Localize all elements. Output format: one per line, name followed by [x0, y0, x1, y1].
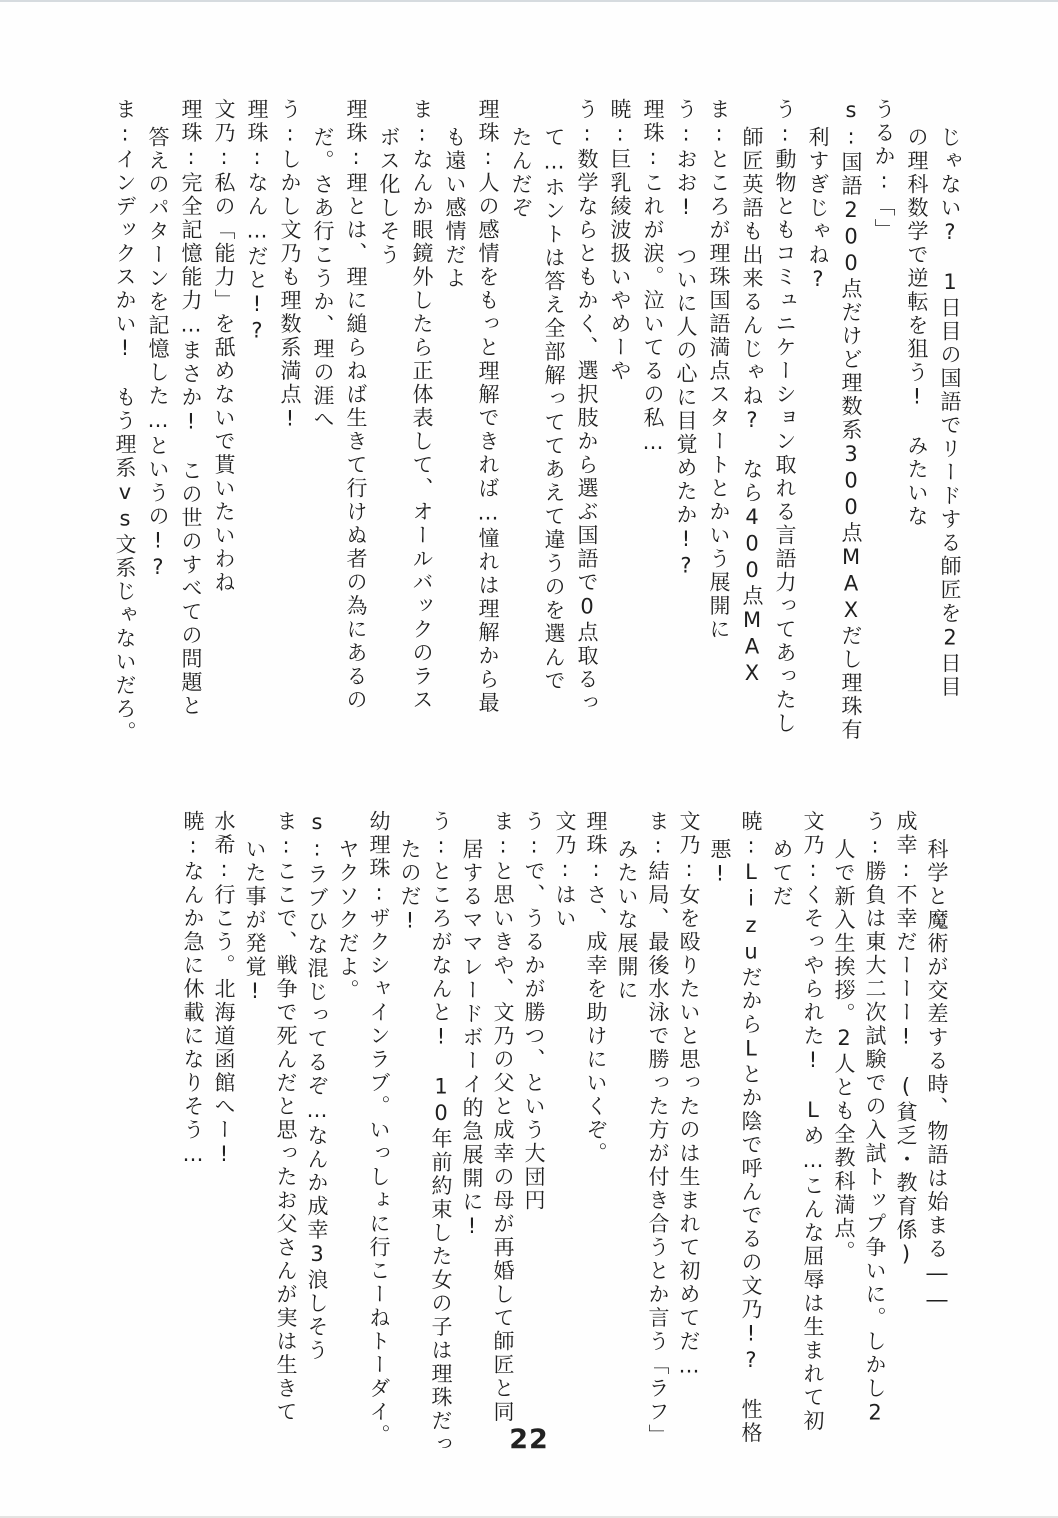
dialogue-line: 居するママレードボーイ的急展開に!: [460, 838, 484, 1241]
dialogue-line: う:勝負は東大二次試験での入試トップ争いに。しかし2: [863, 810, 887, 1427]
scan-edge-top: [0, 0, 1058, 2]
dialogue-line: 文乃:くそっやられた! Lめ…こんな屈辱は生まれて初: [801, 810, 825, 1433]
dialogue-line: 理珠:人の感情をもっと理解できれば…憧れは理解から最: [476, 98, 500, 715]
dialogue-line: 幼理珠:ザクシャインラブ。いっしょに行こーねトーダイ。: [367, 810, 391, 1448]
top-dialogue-block: [108, 98, 966, 745]
page-number: 22: [509, 1424, 549, 1455]
dialogue-line: じゃない? 1日目の国語でリードする師匠を2日目: [938, 126, 962, 699]
dialogue-line: 理珠:これが涙。泣いてるの私…: [641, 98, 665, 457]
dialogue-line: 科学と魔術が交差する時、物語は始まる――: [925, 838, 949, 1314]
dialogue-line: ま:ところが理珠国語満点スタートとかいう展開に: [707, 98, 731, 642]
dialogue-line: 理珠:なん…だと!?: [245, 98, 269, 345]
dialogue-line: ま:ここで、戦争で死んだと思ったお父さんが実は生きて: [274, 810, 298, 1424]
dialogue-line: 人で新入生挨拶。2人とも全教科満点。: [832, 838, 856, 1264]
dialogue-line: ま:なんか眼鏡外したら正体表して、オールバックのラス: [410, 98, 434, 712]
dialogue-line: の理科数学で逆転を狙う! みたいな: [905, 126, 929, 529]
dialogue-line: 理珠:理とは、理に縋らねば生きて行けぬ者の為にあるの: [344, 98, 368, 712]
dialogue-line: s:国語200点だけど理数系300点MAXだし理珠有: [839, 98, 863, 742]
dialogue-line: 理珠:さ、成幸を助けにいくぞ。: [584, 810, 608, 1166]
dialogue-line: 答えのパターンを記憶した…というの!?: [146, 126, 170, 582]
dialogue-line: たんだぞ: [509, 126, 533, 220]
dialogue-line: う:数学ならともかく、選択肢から選ぶ国語で0点取るっ: [575, 98, 599, 715]
dialogue-line: いた事が発覚!: [243, 838, 267, 1006]
dialogue-line: も遠い感情だよ: [443, 126, 467, 291]
dialogue-line: s:ラブひな混じってるぞ…なんか成幸3浪しそう: [305, 810, 329, 1363]
dialogue-line: う:動物ともコミュニケーション取れる言語力ってあったし: [773, 98, 797, 736]
dialogue-line: 暁:なんか急に休載になりそう…: [181, 810, 205, 1169]
dialogue-line: 成幸:不幸だーーー! (貧乏・教育係): [894, 810, 918, 1269]
dialogue-line: うるか:「」: [872, 98, 896, 242]
dialogue-line: て…ホントは答え全部解っててあえて違うのを選んで: [542, 126, 566, 693]
dialogue-line: めてだ: [770, 838, 794, 909]
dialogue-line: ヤクソクだよ。: [336, 838, 360, 1003]
dialogue-line: 暁:巨乳綾波扱いやめーや: [608, 98, 632, 383]
dialogue-line: 文乃:はい: [553, 810, 577, 931]
dialogue-line: ま:結局、最後水泳で勝った方が付き合うとか言う「ラフ」: [646, 810, 670, 1448]
dialogue-line: う:ところがなんと! 10年前約束した女の子は理珠だっ: [429, 810, 453, 1457]
dialogue-line: ま:と思いきや、文乃の父と成幸の母が再婚して師匠と同: [491, 810, 515, 1424]
dialogue-line: だ。さあ行こうか、理の涯へ: [311, 126, 335, 432]
dialogue-line: みたいな展開に: [615, 838, 639, 1003]
dialogue-line: ま:インデックスかい! もう理系vs文系じゃないだろ。: [113, 98, 137, 745]
dialogue-line: 利すぎじゃね?: [806, 126, 830, 294]
dialogue-line: 師匠英語も出来るんじゃね? なら400点MAX: [740, 126, 764, 688]
dialogue-line: 理珠:完全記憶能力…まさか! この世のすべての問題と: [179, 98, 203, 718]
dialogue-line: 文乃:女を殴りたいと思ったのは生まれて初めてだ…: [677, 810, 701, 1380]
dialogue-line: う:しかし文乃も理数系満点!: [278, 98, 302, 433]
dialogue-line: う:おお! ついに人の心に目覚めたか!?: [674, 98, 698, 580]
dialogue-line: ボス化しそう: [377, 126, 401, 267]
dialogue-line: 水希:行こう。北海道函館へー!: [212, 810, 236, 1169]
dialogue-line: 文乃:私の「能力」を舐めないで貰いたいわね: [212, 98, 236, 595]
dialogue-line: 暁:LizuだからLとか陰で呼んでるの文乃!? 性格: [739, 810, 763, 1445]
dialogue-line: う:で、うるかが勝つ、という大団円: [522, 810, 546, 1213]
bottom-dialogue-block: [177, 810, 952, 1455]
dialogue-line: たのだ!: [398, 838, 422, 935]
dialogue-line: 悪!: [708, 838, 732, 888]
